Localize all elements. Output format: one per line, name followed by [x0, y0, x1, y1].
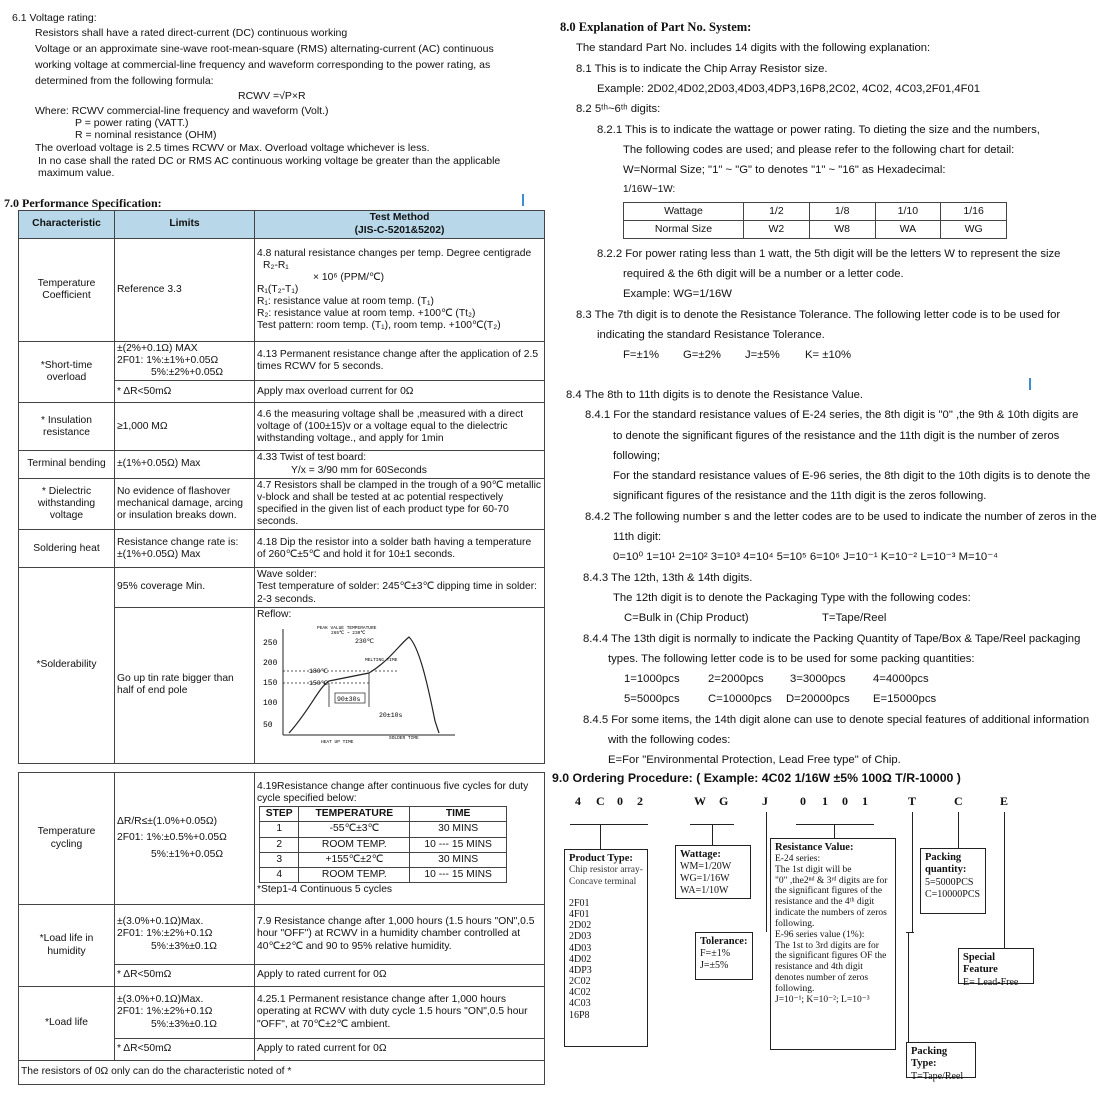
partno-text: required & the 6th digit will be a number or a letter code. [623, 268, 904, 280]
product-item: 2D03 [569, 931, 592, 943]
time-label: 20±10s [379, 711, 403, 719]
partno-text: Example: WG=1/16W [623, 288, 732, 300]
resistance-line: resistance and the 4ᵗʰ digit [775, 897, 875, 908]
tolerance-code: F=±1% [623, 349, 660, 361]
order-digit: T [908, 794, 917, 808]
partno-text: 8.2.1 This is to indicate the wattage or power rating. To dieting the size and the numbers, [597, 124, 1040, 136]
limit-cell: ±(3.0%+0.1Ω)Max. 2F01: 1%:±2%+0.1Ω 5%:±3%±0.1Ω [115, 987, 255, 1039]
step-row: 3 +155℃±2℃ 30 MINS [260, 852, 507, 867]
product-item: 2C02 [569, 976, 591, 988]
order-digit: W [694, 794, 706, 808]
packing-quantity-box [920, 848, 986, 914]
peak-label: PEAK VALUE TEMPERATURE [317, 625, 377, 631]
step-header: TEMPERATURE [299, 807, 410, 822]
order-digit: 0 [800, 794, 806, 808]
tolerance-item: J=±5% [700, 960, 729, 972]
order-digit: 0 [842, 794, 848, 808]
temp-label: 180℃ [309, 667, 329, 675]
performance-table [18, 210, 545, 764]
partno-text: 8.4.2 The following number s and the letter codes are to be used to indicate the number of zeros in the [585, 511, 1097, 523]
tolerance-box [695, 932, 753, 980]
test-cell: Apply to rated current for 0Ω [255, 1039, 545, 1061]
test-cell: 4.13 Permanent resistance change after the application of 2.5 times RCWV for 5 seconds. [255, 342, 545, 381]
packing-type-box [906, 1042, 976, 1082]
limit-cell: No evidence of flashover mechanical damage, arcing or insulation breaks down. [115, 478, 255, 530]
voltage-text: Voltage or an approximate sine-wave root-mean-square (RMS) alternating-current (AC) continuous [35, 43, 494, 55]
char-cell: Temperature cycling [19, 773, 115, 905]
reflow-profile-chart [259, 621, 459, 749]
partno-text: types. The following letter code is to be used for some packing quantities: [608, 653, 975, 665]
partno-text: The 12th digit is to denote the Packaging Type with the following codes: [613, 592, 971, 604]
partno-text: to denote the significant figures of the resistance and the 11th digit is the number of zeros [613, 430, 1060, 442]
product-item: 16P8 [569, 1009, 590, 1021]
test-cell: 4.6 the measuring voltage shall be ,measured with a direct voltage of (100±15)v or a voltage equal to the dielectric withstanding voltage., and apply for 1min [255, 403, 545, 451]
order-digit: 1 [862, 794, 868, 808]
partno-text: 8.4.5 For some items, the 14th digit alone can use to denote special features of additional information [583, 714, 1090, 726]
partno-text: 8.3 The 7th digit is to denote the Resistance Tolerance. The following letter code is to be used for [576, 309, 1061, 321]
special-feature-box [958, 948, 1034, 988]
voltage-text: R = nominal resistance (OHM) [75, 129, 217, 141]
product-item: 2D02 [569, 920, 592, 932]
test-cell: 4.7 Resistors shall be clamped in the trough of a 90℃ metallic v-block and shall be tested at ac potential respectively specified in the given list of each product type for 60-70 seconds. [255, 478, 545, 530]
limit-cell: * ΔR<50mΩ [115, 965, 255, 987]
resistance-line: The 1st to 3rd digits are for [775, 940, 879, 951]
voltage-text: The overload voltage is 2.5 times RCWV or Max. Overload voltage whichever is less. [35, 142, 430, 154]
resistance-line: E-96 series value (1%): [775, 929, 865, 940]
packaging-code: T=Tape/Reel [822, 612, 887, 624]
resistance-line: E-24 series: [775, 853, 821, 864]
product-item: 4D03 [569, 942, 592, 954]
special-feature-item: E= Lead-Free [963, 976, 1019, 988]
qty-code: 2=2000pcs [708, 673, 764, 685]
order-digit: C [954, 794, 963, 808]
wattage-box [675, 845, 751, 899]
limit-cell: Resistance change rate is: ±(1%+0.05Ω) Max [115, 530, 255, 568]
test-cell: 4.25.1 Permanent resistance change after 1,000 hours operating at RCWV with duty cycle 1.5 hours "ON",0.5 hour "OFF", at 70℃±2℃ ambient. [255, 987, 545, 1039]
peak-label: 265℃ ~ 230℃ [331, 630, 366, 636]
wattage-row: Wattage 1/2 1/8 1/10 1/16 [624, 203, 1007, 221]
resistance-line: the significant figures of the [775, 886, 883, 897]
partno-text: The following codes are used; and please refer to the following chart for detail: [623, 144, 1015, 156]
limit-cell: ±(1%+0.05Ω) Max [115, 451, 255, 478]
voltage-text: In no case shall the rated DC or RMS AC continuous working voltage be greater than the applicable [38, 155, 501, 167]
limit-cell: ΔR/R≤±(1.0%+0.05Ω) 2F01: 1%:±0.5%+0.05Ω 5%:±1%+0.05Ω [115, 773, 255, 905]
partno-text: following; [613, 450, 661, 462]
resistance-value-box [770, 838, 896, 1050]
voltage-text: determined from the following formula: [35, 75, 214, 87]
product-item: 2F01 [569, 897, 590, 909]
product-item: 4F01 [569, 908, 590, 920]
packaging-code: C=Bulk in (Chip Product) [624, 612, 749, 624]
reflow-cell: Reflow: 250 200 150 100 50 PEAK VALUE TEMPERATURE 265℃ ~ 230℃ 230℃ MELTING TIME 180℃ 150℃ 90±30s 20±10s HEAT UP TIME SOLDER TIME [255, 607, 545, 763]
y-tick: 150 [263, 678, 278, 688]
partno-text: W=Normal Size; "1" ~ "G" to denotes "1" ~ "16" as Hexadecimal: [623, 164, 946, 176]
order-digit: 1 [822, 794, 828, 808]
resistance-line: the significant figures OF the [775, 951, 887, 962]
product-type-box [564, 849, 648, 1047]
ordering-heading: 9.0 Ordering Procedure: ( Example: 4C02 1/16W ±5% 100Ω T/R-10000 ) [552, 771, 961, 785]
box-title: Packing Type: [911, 1046, 948, 1070]
partno-text: 8.4 The 8th to 11th digits is to denote the Resistance Value. [566, 389, 864, 401]
order-digit: 0 [617, 794, 623, 808]
char-cell: * Dielectric withstanding voltage [19, 478, 115, 530]
connector-line [834, 824, 835, 838]
tolerance-code: K= ±10% [805, 349, 852, 361]
product-item: 4C02 [569, 987, 591, 999]
footnote-cell: The resistors of 0Ω only can do the characteristic noted of * [19, 1061, 545, 1085]
partno-text: The standard Part No. includes 14 digits with the following explanation: [576, 42, 931, 54]
char-cell: Temperature Coefficient [19, 239, 115, 342]
char-cell: *Short-time overload [19, 342, 115, 403]
test-cell: Apply max overload current for 0Ω [255, 381, 545, 403]
box-title: Tolerance: [700, 936, 748, 947]
resistance-line: J=10⁻¹; K=10⁻²; L=10⁻³ [775, 994, 870, 1005]
partno-text: with the following codes: [608, 734, 731, 746]
order-digit: G [719, 794, 729, 808]
partno-text: 1/16W~1W: [623, 184, 676, 195]
test-cell: 4.33 Twist of test board: Y/x = 3/90 mm for 60Seconds [255, 451, 545, 478]
connector-line [712, 824, 713, 846]
product-item: 4D02 [569, 953, 592, 965]
axis-caption: SOLDER TIME [389, 735, 419, 741]
partno-text: 8.4.3 The 12th, 13th & 14th digits. [583, 572, 753, 584]
order-digit: E [1000, 794, 1009, 808]
test-cell: 7.9 Resistance change after 1,000 hours (1.5 hours "ON",0.5 hour "OFF") at RCWV in a humidity chamber controlled at 40℃±2℃ and 90 to 95% relative humidity. [255, 905, 545, 965]
connector-line [600, 824, 601, 850]
char-cell: * Insulation resistance [19, 403, 115, 451]
box-title: Packing quantity: [925, 852, 967, 876]
partno-text: 8.1 This is to indicate the Chip Array Resistor size. [576, 63, 828, 75]
col-header: Characteristic [19, 211, 115, 239]
qty-code: 1=1000pcs [624, 673, 680, 685]
order-digit: J [762, 794, 768, 808]
connector-line [912, 812, 913, 932]
packing-type-item: T=Tape/Reel [911, 1070, 964, 1082]
qty-code: E=15000pcs [873, 693, 937, 705]
cursor-mark [1029, 378, 1031, 390]
qty-code: D=20000pcs [786, 693, 850, 705]
partno-text: E=For "Environmental Protection, Lead Free type" of Chip. [608, 754, 901, 766]
limit-cell: 95% coverage Min. [115, 568, 255, 607]
resistance-line: denotes number of zeros [775, 973, 869, 984]
partno-text: 11th digit: [613, 531, 662, 543]
partno-text: Example: 2D02,4D02,2D03,4D03,4DP3,16P8,2C02, 4C02, 4C03,2F01,4F01 [597, 83, 981, 95]
partno-text: 8.2.2 For power rating less than 1 watt, the 5th digit will be the letters W to represent the size [597, 248, 1061, 260]
resistance-line: indicate the numbers of zeros [775, 908, 887, 919]
product-item: 4C03 [569, 998, 591, 1010]
step-header: TIME [410, 807, 507, 822]
y-tick: 100 [263, 698, 278, 708]
partno-text: For the standard resistance values of E-96 series, the 8th digit to the 10th digits is to denote the [613, 470, 1091, 482]
cycle-steps-table [259, 806, 507, 883]
perf-heading: 7.0 Performance Specification: [4, 196, 162, 210]
rcwv-formula: RCWV =√P×R [238, 90, 306, 102]
voltage-text: working voltage at commercial-line frequency and waveform corresponding to the power rating, as [35, 59, 491, 71]
limit-cell: * ΔR<50mΩ [115, 1039, 255, 1061]
order-digit: C [596, 794, 605, 808]
y-tick: 50 [263, 720, 273, 730]
voltage-heading: 6.1 Voltage rating: [12, 12, 97, 24]
packing-qty-item: C=10000PCS [925, 888, 981, 900]
performance-table-2 [18, 772, 545, 1085]
resistance-line: following. [775, 918, 815, 929]
limit-cell: ±(3.0%+0.1Ω)Max. 2F01: 1%:±2%+0.1Ω 5%:±3%±0.1Ω [115, 905, 255, 965]
temp-label: 150℃ [309, 679, 329, 687]
char-cell: *Solderability [19, 568, 115, 763]
axis-caption: HEAT UP TIME [321, 739, 354, 745]
resistance-line: following. [775, 983, 815, 994]
test-cell: Apply to rated current for 0Ω [255, 965, 545, 987]
voltage-text: Where: RCWV commercial-line frequency and waveform (Volt.) [35, 105, 329, 117]
qty-code: 4=4000pcs [873, 673, 929, 685]
test-cell: 4.18 Dip the resistor into a solder bath having a temperature of 260℃±5℃ and hold it for 10±1 seconds. [255, 530, 545, 568]
box-title: Special Feature [963, 952, 998, 976]
test-cell: Wave solder: Test temperature of solder: 245℃±3℃ dipping time in solder: 2-3 seconds. [255, 568, 545, 607]
partno-text: 8.4.4 The 13th digit is normally to indicate the Packing Quantity of Tape/Box & Tape/Reel packaging [583, 633, 1081, 645]
resistance-line: "0" ,the2ⁿᵈ & 3ʳᵈ digits are for [775, 875, 888, 886]
qty-code: 3=3000pcs [790, 673, 846, 685]
test-cell: 4.8 natural resistance changes per temp. Degree centigrade R₂-R₁ × 10⁶ (PPM/℃) R₁(T₂-T₁) R₁: resistance value at room temp. (T₁) R₂: resistance value at room temp. +100℃ (Tt₂) Test pattern: room temp. (T₁), room temp. +100℃(T₂) [255, 239, 545, 342]
voltage-text: Resistors shall have a rated direct-current (DC) continuous working [35, 27, 348, 39]
connector-line [766, 812, 767, 932]
col-header: Limits [115, 211, 255, 239]
limit-cell: ±(2%+0.1Ω) MAX 2F01: 1%:±1%+0.05Ω 5%:±2%+0.05Ω [115, 342, 255, 381]
wattage-item: WG=1/16W [680, 873, 730, 885]
step-header: STEP [260, 807, 299, 822]
zeros-codes: 0=10⁰ 1=10¹ 2=10² 3=10³ 4=10⁴ 5=10⁵ 6=10⁶ J=10⁻¹ K=10⁻² L=10⁻³ M=10⁻⁴ [613, 551, 999, 563]
qty-code: C=10000pcs [708, 693, 772, 705]
box-title: Resistance Value: [775, 842, 854, 853]
test-cell: 4.19Resistance change after continuous five cycles for duty cycle specified below: STEP TEMPERATURE TIME 1 -55℃±3℃ 30 MINS 2 ROOM TEMP. 10 --- 15 MINS 3 +155℃±2℃ 30 MINS 4 ROOM TEMP. 10 --- 15 MINS *Step1-4 Continuous 5 cycles [255, 773, 545, 905]
char-cell: Soldering heat [19, 530, 115, 568]
partno-text: indicating the standard Resistance Tolerance. [597, 329, 825, 341]
wattage-item: WA=1/10W [680, 884, 729, 896]
step-row: 2 ROOM TEMP. 10 --- 15 MINS [260, 837, 507, 852]
step-row: 4 ROOM TEMP. 10 --- 15 MINS [260, 867, 507, 882]
partno-heading: 8.0 Explanation of Part No. System: [560, 20, 752, 34]
tolerance-code: J=±5% [745, 349, 780, 361]
cursor-mark [522, 194, 524, 206]
wattage-row: Normal Size W2 W8 WA WG [624, 221, 1007, 239]
order-digit: 4 [575, 794, 581, 808]
char-cell: *Load life [19, 987, 115, 1061]
packing-qty-item: 5=5000PCS [925, 876, 974, 888]
qty-code: 5=5000pcs [624, 693, 680, 705]
col-header: Test Method (JIS-C-5201&5202) [255, 211, 545, 239]
limit-cell: * ΔR<50mΩ [115, 381, 255, 403]
char-cell: *Load life in humidity [19, 905, 115, 987]
limit-cell: Go up tin rate bigger than half of end pole [115, 607, 255, 763]
tolerance-item: F=±1% [700, 948, 731, 960]
voltage-text: maximum value. [38, 167, 115, 179]
box-desc: Chip resistor array-Concave terminal [569, 865, 643, 887]
connector-line [570, 824, 648, 825]
wattage-table [623, 202, 1007, 239]
y-tick: 250 [263, 638, 278, 648]
box-title: Wattage: [680, 849, 721, 860]
partno-text: 8.4.1 For the standard resistance values of E-24 series, the 8th digit is "0" ,the 9th & 10th digits are [585, 409, 1079, 421]
wattage-item: WM=1/20W [680, 861, 732, 873]
box-title: Product Type: [569, 853, 633, 864]
melt-label: MELTING TIME [365, 657, 398, 663]
y-tick: 200 [263, 658, 278, 668]
partno-text: significant figures of the resistance and the 11th digit is the zeros following. [613, 490, 987, 502]
char-cell: Terminal bending [19, 451, 115, 478]
product-item: 4DP3 [569, 964, 592, 976]
limit-cell: Reference 3.3 [115, 239, 255, 342]
order-digit: 2 [637, 794, 643, 808]
connector-line [1004, 812, 1005, 948]
tolerance-code: G=±2% [683, 349, 721, 361]
time-label: 90±30s [337, 695, 361, 703]
partno-text: 8.2 5ᵗʰ~6ᵗʰ digits: [576, 103, 661, 115]
step-row: 1 -55℃±3℃ 30 MINS [260, 822, 507, 837]
resistance-line: resistance and 4th digit [775, 962, 863, 973]
voltage-text: P = power rating (VATT.) [75, 117, 189, 129]
temp-label: 230℃ [355, 637, 375, 645]
connector-line [958, 812, 959, 848]
limit-cell: ≥1,000 MΩ [115, 403, 255, 451]
connector-line [908, 932, 909, 1042]
resistance-line: The 1st digit will be [775, 864, 852, 875]
